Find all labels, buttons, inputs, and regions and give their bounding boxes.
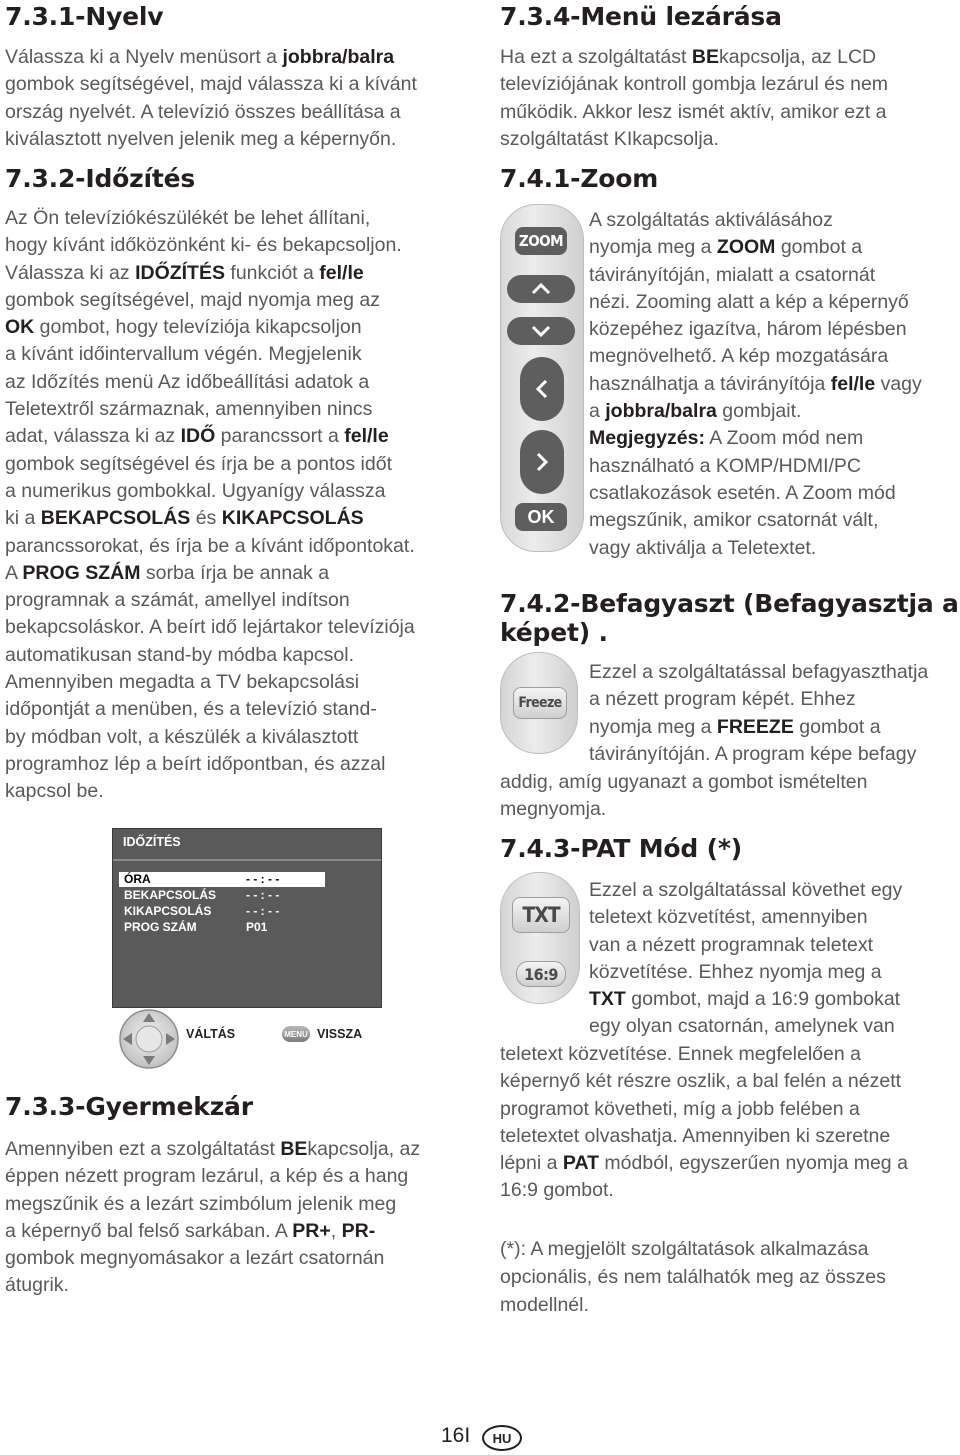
text-line: (*): A megjelölt szolgáltatások alkalmazása bbox=[500, 1238, 869, 1260]
text-line: Amennyiben megadta a TV bekapcsolási bbox=[5, 671, 360, 694]
page-number-value: 16 bbox=[441, 1424, 465, 1447]
text-line: Teletextről származnak, amennyiben nincs bbox=[5, 398, 373, 421]
text-line: működik. Akkor lesz ismét aktív, amikor ezt a bbox=[500, 100, 887, 123]
text-line: csatlakozások esetén. A Zoom mód bbox=[589, 481, 896, 504]
arrow-left-icon bbox=[520, 357, 564, 421]
pat-remote-illustration bbox=[500, 872, 580, 1004]
menu-row-value: - - : - - bbox=[246, 888, 280, 902]
text-line: Ezzel a szolgáltatással befagyaszthatja bbox=[589, 661, 929, 683]
text-line: addig, amíg ugyanazt a gombot ismételten bbox=[500, 771, 868, 793]
ok-key-icon: OK bbox=[515, 503, 567, 531]
text-line: A szolgáltatás aktiválásához bbox=[589, 209, 833, 231]
text-line: TXT gombot, majd a 16:9 gombokat bbox=[589, 988, 901, 1011]
arrow-down-icon bbox=[507, 317, 575, 345]
navigation-pad-icon bbox=[118, 1008, 180, 1070]
heading-befagyaszt-line1: 7.4.2-Befagyaszt (Befagyasztja a bbox=[500, 589, 959, 618]
text-line: a képernyő bal felső sarkában. A PR+, PR- bbox=[5, 1219, 376, 1242]
menu-key-icon: MENU bbox=[282, 1026, 310, 1042]
text-line: ország nyelvét. A televízió összes beállítása a bbox=[5, 100, 401, 123]
text-line: teletextet olvashatja. Amennyiben ki szeretne bbox=[500, 1124, 891, 1147]
text-line: a kívánt időintervallum végén. Megjelenik bbox=[5, 343, 362, 366]
text-line: átugrik. bbox=[5, 1274, 69, 1297]
text-line: kiválasztott nyelven jelenik meg a képernyőn. bbox=[5, 127, 397, 150]
text-line: a numerikus gombokkal. Ugyanígy válassza bbox=[5, 479, 386, 502]
text-line: Amennyiben ezt a szolgáltatást BEkapcsolja, az bbox=[5, 1138, 421, 1160]
text-line: adat, válassza ki az IDŐ parancssort a fel/le bbox=[5, 425, 389, 448]
menu-divider bbox=[113, 859, 381, 861]
freeze-key-icon: Freeze bbox=[513, 687, 567, 719]
text-line: megnövelhető. A kép mozgatására bbox=[589, 345, 889, 368]
heading-zoom: 7.4.1-Zoom bbox=[500, 164, 659, 193]
heading-menu-lezarasa: 7.3.4-Menü lezárása bbox=[500, 2, 782, 31]
zoom-key-icon: ZOOM bbox=[515, 227, 567, 255]
text-line: Válassza ki az IDŐZÍTÉS funkciót a fel/le bbox=[5, 261, 364, 284]
paragraph-befagyaszt-short bbox=[589, 659, 960, 768]
ratio-16-9-key-icon: 16:9 bbox=[516, 961, 566, 987]
text-line: vagy aktiválja a Teletextet. bbox=[589, 536, 817, 559]
language-badge: HU bbox=[482, 1425, 522, 1451]
text-line: nyomja meg a FREEZE gombot a bbox=[589, 715, 881, 738]
paragraph-pat-full bbox=[500, 1041, 960, 1205]
text-line: gombok megnyomásakor a lezárt csatornán bbox=[5, 1247, 385, 1270]
paragraph-gyermekzar bbox=[5, 1136, 467, 1300]
text-line: nyomja meg a ZOOM gombot a bbox=[589, 236, 863, 259]
text-line: 16:9 gombot. bbox=[500, 1179, 614, 1202]
paragraph-idozites bbox=[5, 205, 467, 806]
text-line: az Időzítés menü Az időbeállítási adatok a bbox=[5, 370, 370, 393]
text-line: kapcsol be. bbox=[5, 780, 104, 803]
menu-row-label: PROG SZÁM bbox=[124, 920, 197, 934]
menu-row-value: - - : - - bbox=[246, 904, 280, 918]
text-line: használható a KOMP/HDMI/PC bbox=[589, 454, 862, 477]
menu-row-label: BEKAPCSOLÁS bbox=[124, 888, 217, 902]
text-line: gombok segítségével, majd válassza ki a kívánt bbox=[5, 73, 417, 96]
paragraph-befagyaszt-full bbox=[500, 769, 960, 824]
heading-gyermekzar: 7.3.3-Gyermekzár bbox=[5, 1092, 253, 1121]
text-line: a jobbra/balra gombjait. bbox=[589, 400, 802, 423]
text-line: Ezzel a szolgáltatással követhet egy bbox=[589, 879, 903, 901]
timer-menu-screenshot bbox=[112, 828, 382, 1008]
text-line: modellnél. bbox=[500, 1293, 589, 1316]
text-line: hogy kívánt időközönként ki- és bekapcsoljon. bbox=[5, 234, 402, 257]
text-line: gombok segítségével és írja be a pontos időt bbox=[5, 452, 392, 475]
heading-nyelv: 7.3.1-Nyelv bbox=[5, 2, 164, 31]
text-line: Az Ön televíziókészülékét be lehet állítani, bbox=[5, 207, 371, 229]
menu-title: IDŐZÍTÉS bbox=[123, 835, 181, 849]
text-line: megnyomja. bbox=[500, 798, 607, 821]
text-line: teletext közvetítést, amennyiben bbox=[589, 906, 868, 929]
vissza-label: VISSZA bbox=[317, 1027, 363, 1041]
heading-befagyaszt-line2: képet) . bbox=[500, 618, 608, 647]
page-number: 16I bbox=[441, 1424, 471, 1447]
text-line: programnak a számát, amellyel indítson bbox=[5, 589, 350, 612]
menu-row-value: - - : - - bbox=[246, 872, 280, 886]
text-line: távirányítóján, mialatt a csatornát bbox=[589, 263, 876, 286]
heading-pat: 7.4.3-PAT Mód (*) bbox=[500, 834, 742, 863]
paragraph-zoom bbox=[589, 207, 960, 562]
text-line: Ha ezt a szolgáltatást BEkapcsolja, az LCD bbox=[500, 46, 877, 68]
text-line: programhoz lép a beírt időpontban, és azzal bbox=[5, 752, 386, 775]
text-line: egy olyan csatornán, amelynek van bbox=[589, 1015, 895, 1038]
arrow-up-icon bbox=[507, 275, 575, 303]
remote-control-illustration bbox=[500, 204, 584, 552]
freeze-remote-illustration bbox=[500, 652, 578, 754]
paragraph-menu-lezarasa bbox=[500, 44, 960, 153]
menu-row-value: P01 bbox=[246, 920, 268, 934]
text-line: közepéhez igazítva, három lépésben bbox=[589, 318, 907, 341]
text-line: időpontját a menüben, és a televízió stand- bbox=[5, 698, 377, 721]
heading-idozites: 7.3.2-Időzítés bbox=[5, 164, 196, 193]
txt-key-icon: TXT bbox=[512, 897, 570, 933]
text-line: távirányítóján. A program képe befagy bbox=[589, 742, 917, 765]
text-line: közvetítése. Ehhez nyomja meg a bbox=[589, 960, 882, 983]
text-line: megszűnik és a lezárt szimbólum jelenik meg bbox=[5, 1192, 397, 1215]
menu-row-label: KIKAPCSOLÁS bbox=[124, 904, 212, 918]
text-line: programot követheti, míg a jobb felében a bbox=[500, 1097, 860, 1120]
text-line: televíziójának kontroll gombja lezárul és nem bbox=[500, 73, 889, 96]
text-line: lépni a PAT módból, egyszerűen nyomja meg a bbox=[500, 1152, 908, 1175]
arrow-right-icon bbox=[520, 430, 564, 494]
text-line: gombok segítségével, majd nyomja meg az bbox=[5, 288, 381, 311]
text-line: ki a BEKAPCSOLÁS és KIKAPCSOLÁS bbox=[5, 507, 364, 530]
text-line: OK gombot, hogy televíziója kikapcsoljon bbox=[5, 316, 362, 339]
text-line: éppen nézett program lezárul, a kép és a hang bbox=[5, 1165, 409, 1188]
text-line: megszűnik, amikor csatornát vált, bbox=[589, 509, 879, 532]
valtas-label: VÁLTÁS bbox=[186, 1027, 236, 1041]
text-line: képernyő két részre oszlik, a bal felén a nézett bbox=[500, 1070, 902, 1093]
text-line: van a nézett programnak teletext bbox=[589, 933, 873, 956]
paragraph-pat-short bbox=[589, 877, 960, 1041]
text-line: A PROG SZÁM sorba írja be annak a bbox=[5, 561, 330, 584]
text-line: nézi. Zooming alatt a kép a képernyő bbox=[589, 290, 909, 313]
text-line: teletext közvetítése. Ennek megfelelően a bbox=[500, 1043, 861, 1065]
text-line: by módban volt, a készülék a kiválasztott bbox=[5, 725, 359, 748]
text-line: szolgáltatást KIkapcsolja. bbox=[500, 127, 719, 150]
footnote bbox=[500, 1236, 960, 1319]
text-line: bekapcsoláskor. A beírt idő lejártakor televíziója bbox=[5, 616, 415, 639]
text-line: automatikusan stand-by módba kapcsol. bbox=[5, 643, 355, 666]
text-line: a nézett program képét. Ehhez bbox=[589, 688, 856, 711]
text-line: Válassza ki a Nyelv menüsort a jobbra/balra bbox=[5, 46, 395, 68]
text-line: használhatja a távirányítója fel/le vagy bbox=[589, 372, 922, 395]
text-line: opcionális, és nem találhatók meg az összes bbox=[500, 1265, 886, 1288]
paragraph-nyelv bbox=[5, 44, 467, 153]
menu-row-label: ÓRA bbox=[124, 872, 151, 886]
text-line: parancssorokat, és írja be a kívánt időpontokat. bbox=[5, 534, 415, 557]
text-line: Megjegyzés: A Zoom mód nem bbox=[589, 427, 864, 450]
